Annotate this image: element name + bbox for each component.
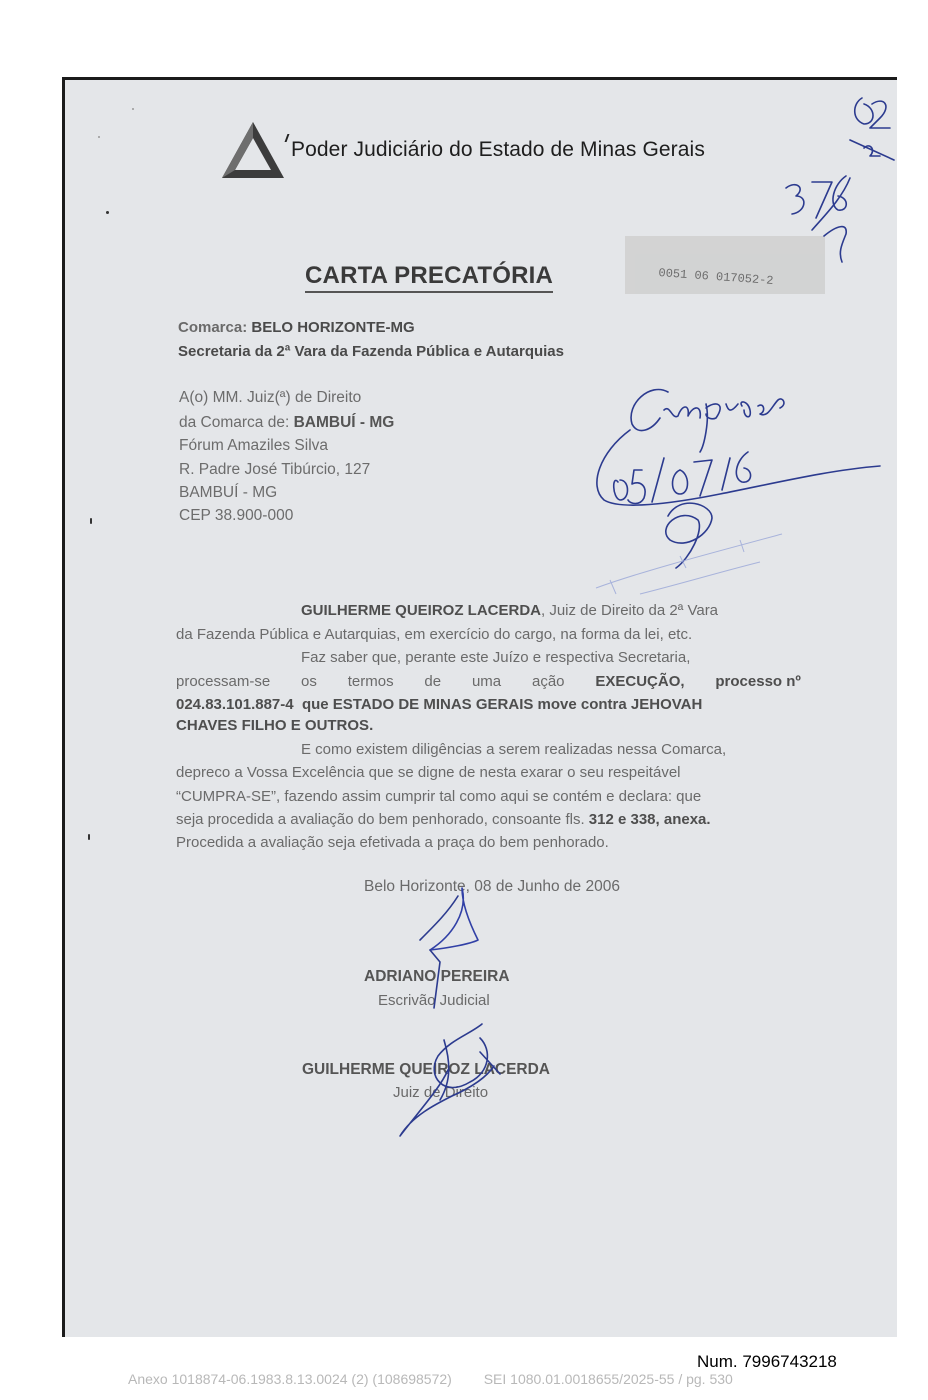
judge-name: GUILHERME QUEIROZ LACERDA <box>302 1061 550 1078</box>
comarca-label: Comarca: <box>178 319 248 336</box>
sei-reference: SEI 1080.01.0018655/2025-55 / pg. 530 <box>483 1371 733 1387</box>
body-word: termos <box>347 673 394 690</box>
body-text: seja procedida a avaliação do bem penhorado, consoante fls. <box>176 811 585 828</box>
scan-speck <box>132 108 134 110</box>
clerk-role: Escrivão Judicial <box>378 992 490 1009</box>
recipient-line-2 <box>179 414 394 432</box>
document-number: Num. 7996743218 <box>697 1352 837 1371</box>
body-word: ação <box>531 673 565 690</box>
body-word: os <box>301 673 317 690</box>
body-paragraph-1-line-2: da Fazenda Pública e Autarquias, em exercício do cargo, na forma da lei, etc. <box>176 626 693 643</box>
scan-speck <box>90 518 92 524</box>
recipient-line-6: CEP 38.900-000 <box>179 507 294 524</box>
body-paragraph-3-line-3: “CUMPRA-SE”, fazendo assim cumprir tal como aqui se contém e declara: que <box>176 788 702 805</box>
judge-name-inline: GUILHERME QUEIROZ LACERDA <box>301 602 541 619</box>
recipient-line-3: Fórum Amaziles Silva <box>179 437 329 454</box>
triangle-logo-icon <box>220 118 286 182</box>
parties-text: que ESTADO DE MINAS GERAIS move contra JEHOVAH <box>301 696 703 713</box>
action-type: EXECUÇÃO, <box>595 673 685 690</box>
body-text: E como existem diligências a serem realizadas nessa Comarca, <box>301 741 727 758</box>
body-text: , Juiz de Direito da 2ª Vara <box>541 602 719 619</box>
body-paragraph-2-line-2 <box>176 673 801 690</box>
pages-reference: 312 e 338, anexa. <box>588 811 711 828</box>
recipient-line-5: BAMBUÍ - MG <box>179 484 278 501</box>
body-paragraph-1-line-1 <box>176 602 801 619</box>
document-title: CARTA PRECATÓRIA <box>305 262 553 293</box>
scan-speck <box>88 834 90 840</box>
body-paragraph-3-line-2: depreco a Vossa Excelência que se digne de nesta exarar o seu respeitável <box>176 764 681 781</box>
body-paragraph-3-line-5: Procedida a avaliação seja efetivada a praça do bem penhorado. <box>176 834 609 851</box>
body-text: Faz saber que, perante este Juízo e respectiva Secretaria, <box>301 649 691 666</box>
recipient-comarca-prefix: da Comarca de: <box>179 414 290 431</box>
secretaria-line: Secretaria da 2ª Vara da Fazenda Pública e Autarquias <box>178 343 564 360</box>
annex-reference: Anexo 1018874-06.1983.8.13.0024 (2) (108698572) <box>128 1371 452 1387</box>
footer-metadata <box>128 1371 733 1387</box>
recipient-line-4: R. Padre José Tibúrcio, 127 <box>179 461 371 478</box>
defendant-text: CHAVES FILHO E OUTROS. <box>176 717 374 734</box>
body-word: processam-se <box>176 673 271 690</box>
body-paragraph-2-line-1 <box>176 649 801 666</box>
body-paragraph-2-line-4 <box>176 717 801 734</box>
organization-name: Poder Judiciário do Estado de Minas Gerais <box>291 138 705 161</box>
body-paragraph-3-line-1 <box>176 741 801 758</box>
body-word: de <box>424 673 442 690</box>
recipient-line-1: A(o) MM. Juiz(ª) de Direito <box>179 389 362 406</box>
body-word: uma <box>471 673 502 690</box>
protocol-stamp <box>625 236 825 294</box>
clerk-name: ADRIANO PEREIRA <box>364 968 510 985</box>
recipient-comarca-value: BAMBUÍ - MG <box>293 414 395 431</box>
body-paragraph-3-line-4 <box>176 811 801 828</box>
body-paragraph-2-line-3 <box>176 696 801 713</box>
judge-role: Juiz de Direito <box>393 1084 489 1101</box>
comarca-value: BELO HORIZONTE-MG <box>251 319 415 336</box>
protocol-stamp-number: 0051 06 017052-2 <box>658 266 774 289</box>
scan-speck <box>106 211 109 214</box>
comarca-line <box>178 319 415 336</box>
process-label: processo nº <box>715 673 801 690</box>
scan-speck <box>98 136 100 138</box>
place-date: Belo Horizonte, 08 de Junho de 2006 <box>364 878 620 895</box>
process-number: 024.83.101.887-4 <box>176 696 294 713</box>
